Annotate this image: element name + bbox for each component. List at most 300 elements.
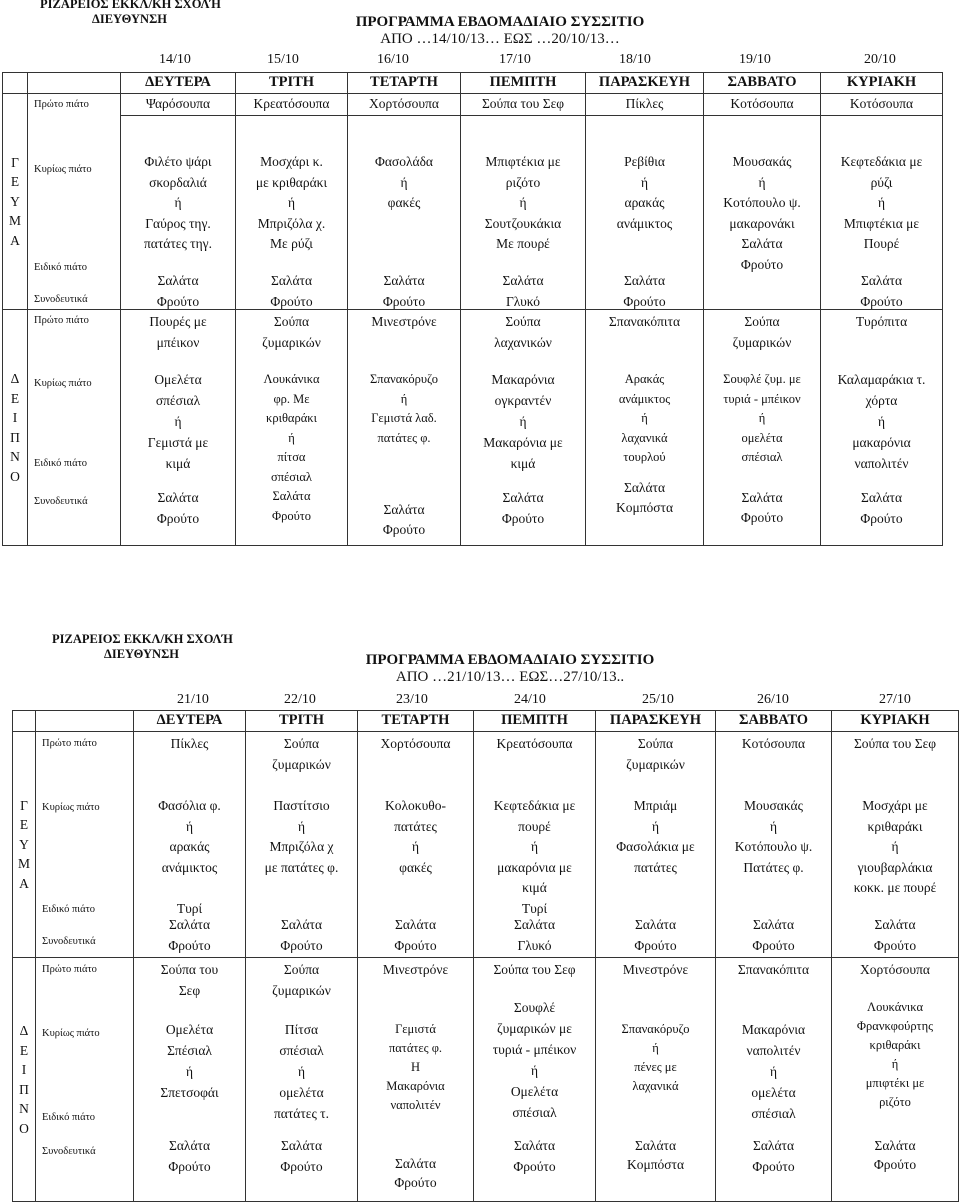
side-line: Φρούτο [501, 511, 545, 526]
day-wed: ΤΕΤΑΡΤΗ [348, 73, 461, 94]
side-line: Σαλάτα [752, 1138, 795, 1153]
section-letter: Μ [8, 213, 21, 229]
menu-line: με πατάτες φ. [264, 859, 339, 875]
date-tue: 15/10 [267, 52, 299, 67]
dinner-fri [586, 310, 704, 546]
day-sun: ΚΥΡΙΑΚΗ [832, 711, 959, 732]
week-2 [0, 630, 960, 1203]
menu-line: ή [519, 195, 527, 210]
menu-line: Μακαρόνια [741, 1022, 806, 1037]
lunch-tue [246, 732, 358, 958]
menu-line: ή [640, 174, 649, 190]
menu-line: Σουφλέ [513, 1000, 556, 1015]
menu-line: Αρακάς [624, 372, 665, 386]
menu-line: ή [185, 1064, 194, 1079]
dinner-tue [236, 310, 348, 546]
date-wed: 16/10 [377, 52, 409, 67]
menu-line: ή [185, 818, 194, 834]
section-letter: Γ [20, 797, 28, 813]
menu-line: ή [530, 1063, 539, 1078]
side-line: Σαλάτα [280, 1138, 323, 1153]
menu-line: φακές [399, 859, 432, 875]
day-sun: ΚΥΡΙΑΚΗ [821, 73, 943, 94]
side-line: Φρούτο [394, 1175, 437, 1190]
menu-line: σπέσιαλ [751, 1106, 796, 1121]
first-course-line: ζυμαρικών [626, 757, 685, 772]
first-course-sat: Κοτόσουπα [704, 94, 821, 116]
menu-line: ομελέτα [751, 1085, 796, 1100]
lunch-label [13, 732, 36, 958]
section-letter: Ε [10, 174, 20, 190]
dinner-sat [716, 958, 832, 1202]
menu-line: Σπετσοφάι [160, 1085, 219, 1100]
menu-line: φρ. Με [273, 391, 310, 406]
menu-line: Γεμιστά λαδ. [371, 411, 437, 425]
first-course-tue: Κρεατόσουπα [236, 94, 348, 116]
menu-line: φακές [387, 195, 421, 210]
menu-line: μακαρόνια με [497, 859, 572, 875]
cat-special: Ειδικό πιάτο [42, 1112, 96, 1123]
menu-line: πένες με [634, 1060, 677, 1074]
lunch-fri [596, 732, 716, 958]
lunch-sun [832, 732, 959, 958]
menu-line: σκορδαλιά [149, 174, 207, 190]
lunch-main-row [3, 116, 943, 310]
side-line: Φρούτο [623, 293, 666, 309]
menu-line: Σαλάτα [272, 489, 311, 503]
date-range: ΑΠΟ …21/10/13… ΕΩΣ…27/10/13.. [395, 669, 625, 685]
dinner-first-line: Σούπα [283, 962, 320, 977]
first-course-thu: Σούπα του Σεφ [461, 94, 586, 116]
dinner-first-line: ζυμαρικών [262, 335, 321, 350]
menu-line: ή [891, 839, 899, 854]
lunch-thu [474, 732, 596, 958]
menu-line: κιμά [165, 456, 191, 471]
section-letter: Ι [21, 1062, 27, 1077]
first-course-fri: Πίκλες [586, 94, 704, 116]
lunch-wed [348, 116, 461, 310]
menu-line: Πίτσα [284, 1022, 319, 1037]
menu-line: σπέσιαλ [741, 450, 783, 464]
menu-line: Η [410, 1060, 421, 1074]
date-mon: 21/10 [177, 692, 209, 707]
side-line: Φρούτο [280, 1159, 323, 1174]
menu-line: πατάτες [394, 818, 437, 834]
menu-line: τυριά - μπέικον [723, 391, 801, 406]
side-line: Φρούτο [860, 511, 903, 526]
dinner-thu [461, 310, 586, 546]
side-line: Σαλάτα [168, 917, 211, 932]
menu-line: πίτσα [277, 450, 306, 464]
day-sat: ΣΑΒΒΑΤΟ [716, 711, 832, 732]
first-course-line: Κοτόσουπα [741, 736, 806, 751]
section-letter: Υ [19, 836, 29, 852]
schedule-title: ΠΡΟΓΡΑΜΜΑ ΕΒΔΟΜΑΔΙΑΙΟ ΣΥΣΣΙΤΙΟ [365, 652, 655, 668]
menu-line: ομελέτα [741, 430, 783, 445]
date-wed: 23/10 [396, 692, 428, 707]
menu-line: Φρούτο [271, 508, 312, 523]
section-letter: Α [19, 875, 29, 891]
menu-line: ή [400, 391, 408, 406]
menu-line: πατάτες φ. [377, 430, 431, 445]
first-course-line: Κρεατόσουπα [496, 736, 573, 751]
date-sat: 26/10 [757, 692, 789, 707]
menu-table-week-1 [2, 72, 943, 546]
dinner-row [3, 310, 943, 546]
lunch-sat [716, 732, 832, 958]
date-range: ΑΠΟ …14/10/13… ΕΩΣ …20/10/13… [380, 31, 620, 47]
side-line: Σαλάτα [394, 1156, 437, 1171]
side-line: Σαλάτα [623, 480, 666, 495]
menu-line: Κεφτεδάκια με [493, 798, 576, 813]
menu-line: ζυμαρικών με [497, 1021, 572, 1036]
menu-line: Παστίτσιο [273, 798, 330, 813]
first-course-line: Χορτόσουπα [380, 736, 451, 751]
date-tue: 22/10 [284, 692, 316, 707]
dinner-label [3, 310, 28, 546]
menu-line: Σαλάτα [741, 236, 783, 251]
menu-line: Σουφλέ ζυμ. με [723, 372, 801, 386]
menu-line: Μακαρόνια [491, 372, 555, 387]
menu-line: Σπανακόρυζο [370, 372, 438, 386]
dinner-sun [832, 958, 959, 1202]
menu-line: με κριθαράκι [255, 174, 328, 190]
schedule-header [350, 652, 670, 686]
section-letter: Ι [12, 410, 18, 425]
menu-line: Μπιφτέκια με [843, 215, 920, 231]
side-line: Σαλάτα [383, 502, 425, 517]
side-line: Φρούτο [394, 937, 437, 953]
lunch-categories [36, 732, 134, 958]
cat-special: Ειδικό πιάτο [34, 262, 88, 273]
day-header-row [3, 73, 943, 94]
dinner-first-line: Σούπα [744, 314, 780, 329]
side-line: Σαλάτα [502, 490, 544, 505]
dinner-first-line: μπέικον [156, 335, 200, 350]
cat-main: Κυρίως πιάτο [34, 164, 92, 175]
school-direction: ΔΙΕΥΘΥΝΣΗ [104, 647, 179, 661]
menu-line: κριθαράκι [266, 411, 317, 425]
menu-line: πατάτες φ. [388, 1041, 443, 1055]
side-line: Σαλάτα [513, 917, 556, 932]
menu-line: Κολοκυθο- [385, 798, 446, 813]
menu-line: ή [174, 195, 182, 210]
side-line: Φρούτο [752, 937, 795, 953]
menu-line: Κοτόπουλο ψ. [734, 839, 813, 854]
day-mon: ΔΕΥΤΕΡΑ [121, 73, 236, 94]
menu-line: τυριά - μπέικον [492, 1042, 577, 1057]
menu-line: χόρτα [865, 393, 898, 408]
day-tue: ΤΡΙΤΗ [236, 73, 348, 94]
menu-line: Μοσχάρι με [862, 798, 928, 813]
school-header [52, 632, 233, 662]
menu-line: Πουρέ [863, 236, 900, 251]
menu-line: γιουβαρλάκια [857, 859, 933, 875]
section-letter: Α [10, 232, 20, 248]
menu-line: Φρανκφούρτης [856, 1019, 934, 1033]
side-line: Σαλάτα [157, 490, 199, 505]
menu-line: Με ρύζι [270, 236, 313, 251]
side-line: Σαλάτα [623, 273, 666, 288]
dinner-fri [596, 958, 716, 1202]
dinner-first-line: Τυρόπιτα [855, 314, 908, 329]
menu-line: ή [769, 818, 778, 834]
menu-line: ή [758, 174, 766, 190]
side-line: Σαλάτα [513, 1138, 556, 1153]
menu-line: ή [758, 411, 766, 425]
side-line: Φρούτο [156, 511, 200, 526]
week-1 [0, 0, 960, 560]
date-thu: 17/10 [499, 52, 531, 67]
menu-line: Φασολάδα [374, 154, 434, 169]
side-line: Σαλάτα [634, 917, 677, 932]
dinner-sat [704, 310, 821, 546]
section-letter: Υ [10, 193, 20, 209]
menu-line: αρακάς [624, 195, 665, 210]
side-line: Κομπόστα [615, 499, 674, 515]
dinner-label [13, 958, 36, 1202]
side-line: Φρούτο [270, 293, 313, 309]
menu-line: τουρλού [623, 450, 666, 464]
side-line: Φρούτο [873, 1157, 917, 1172]
side-line: Σαλάτα [280, 917, 323, 932]
side-line: Φρούτο [860, 293, 903, 309]
menu-line: Μπριάμ [633, 798, 678, 813]
first-course-mon: Ψαρόσουπα [121, 94, 236, 116]
menu-line: μακαρονάκι [729, 215, 795, 231]
dinner-wed [358, 958, 474, 1202]
lunch-mon [121, 116, 236, 310]
side-line: Σαλάτα [394, 917, 437, 932]
cat-first: Πρώτο πιάτο [42, 738, 97, 749]
lunch-wed [358, 732, 474, 958]
menu-line: Γεμιστά [395, 1022, 436, 1036]
menu-line: ογκραντέν [494, 393, 552, 408]
dinner-row [13, 958, 959, 1202]
day-thu: ΠΕΜΠΤΗ [461, 73, 586, 94]
school-header [40, 0, 221, 27]
menu-line: ρύζι [870, 174, 893, 190]
dinner-mon [121, 310, 236, 546]
menu-line: Μοσχάρι κ. [260, 154, 323, 169]
dinner-first-line: Σπανακόπιτα [737, 962, 810, 977]
side-line: Σαλάτα [502, 273, 544, 288]
section-letter: Δ [19, 1023, 29, 1038]
dinner-first-line: λαχανικών [494, 335, 552, 350]
menu-line: ριζότο [505, 174, 541, 190]
menu-line: Κοτόπουλο ψ. [723, 195, 801, 210]
dinner-sun [821, 310, 943, 546]
side-line: Φρούτο [634, 937, 677, 953]
cat-main: Κυρίως πιάτο [42, 1028, 100, 1039]
side-line: Σαλάτα [860, 273, 903, 288]
cat-special: Ειδικό πιάτο [34, 458, 88, 469]
menu-line: ή [411, 839, 420, 854]
section-letter: Ε [19, 817, 29, 833]
menu-line: ανάμικτος [161, 859, 218, 875]
lunch-mon [134, 732, 246, 958]
menu-line: Λουκάνικα [867, 1000, 923, 1014]
dinner-wed [348, 310, 461, 546]
date-fri: 18/10 [619, 52, 651, 67]
first-course-line: Σούπα του Σεφ [853, 736, 937, 751]
menu-line: ναπολιτέν [390, 1098, 441, 1112]
menu-line: Ομελέτα [154, 372, 202, 387]
side-line: Φρούτο [382, 521, 426, 537]
cat-sides: Συνοδευτικά [42, 936, 96, 947]
cat-main: Κυρίως πιάτο [42, 802, 100, 813]
side-line: Φρούτο [382, 293, 426, 309]
schedule-header [340, 14, 660, 48]
side-line: Σαλάτα [383, 273, 425, 288]
section-letter: Ε [10, 390, 20, 406]
side-line: Σαλάτα [874, 1138, 916, 1153]
menu-line: Μακαρόνια με [483, 435, 563, 450]
menu-line: ή [297, 1064, 306, 1079]
menu-line: Λουκάνικα [263, 372, 320, 386]
first-course-line: Σούπα [637, 736, 674, 751]
day-header-row [13, 711, 959, 732]
menu-line: Μπριζόλα χ [269, 839, 334, 854]
cat-sides: Συνοδευτικά [34, 294, 88, 305]
day-fri: ΠΑΡΑΣΚΕΥΗ [596, 711, 716, 732]
section-letter: Ν [10, 449, 20, 464]
dinner-thu [474, 958, 596, 1202]
menu-line: μπιφτέκι με [865, 1076, 925, 1090]
menu-line: Τυρί [521, 900, 548, 916]
date-sun: 20/10 [864, 52, 896, 67]
menu-line: σπέσιαλ [279, 1043, 324, 1058]
dinner-first-line: Μινεστρόνε [382, 962, 449, 977]
menu-line: ναπολιτέν [746, 1043, 801, 1058]
date-mon: 14/10 [159, 52, 191, 67]
lunch-categories [28, 94, 121, 310]
side-line: Φρούτο [513, 1159, 556, 1174]
cat-sides: Συνοδευτικά [42, 1146, 96, 1157]
menu-line: ή [519, 414, 527, 429]
dinner-first-line: ζυμαρικών [732, 335, 792, 350]
date-thu: 24/10 [514, 692, 546, 707]
menu-table-week-2 [12, 710, 959, 1202]
dinner-first-line: Σούπα του Σεφ [493, 962, 576, 977]
menu-line: ή [877, 195, 886, 210]
side-line: Σαλάτα [860, 490, 903, 505]
side-line: Φρούτο [752, 1159, 795, 1174]
menu-line: Φασόλια φ. [158, 798, 221, 813]
school-name: ΡΙΖΑΡΕΙΟΣ ΕΚΚΛ/ΚΗ ΣΧΟΛΉ [52, 632, 233, 646]
date-sun: 27/10 [879, 692, 911, 707]
first-course-sun: Κοτόσουπα [821, 94, 943, 116]
side-line: Κομπόστα [626, 1157, 685, 1172]
lunch-thu [461, 116, 586, 310]
day-fri: ΠΑΡΑΣΚΕΥΗ [586, 73, 704, 94]
menu-line: ανάμικτος [618, 391, 671, 406]
dinner-first-line: Σούπα [273, 314, 310, 329]
menu-line: ή [891, 1057, 899, 1071]
menu-line: πατάτες τ. [273, 1106, 329, 1121]
section-letter: Μ [17, 856, 30, 872]
menu-line: Μακαρόνια [386, 1079, 445, 1093]
menu-line: ή [174, 414, 182, 429]
side-line: Σαλάτα [874, 917, 916, 932]
section-letter: Γ [11, 154, 19, 170]
menu-line: Καλαμαράκια τ. [837, 372, 926, 387]
lunch-tue [236, 116, 348, 310]
menu-line: Ομελέτα [510, 1084, 559, 1099]
day-thu: ΠΕΜΠΤΗ [474, 711, 596, 732]
side-line: Σαλάτα [741, 490, 783, 505]
lunch-sat [704, 116, 821, 310]
section-letter: Π [19, 1081, 29, 1097]
dinner-categories [28, 310, 121, 546]
dinner-mon [134, 958, 246, 1202]
menu-line: πουρέ [518, 818, 551, 834]
menu-line: ομελέτα [279, 1085, 324, 1100]
menu-line: πατάτες τηγ. [143, 236, 213, 251]
menu-line: Μουσακάς [744, 798, 803, 813]
dinner-first-line: Σούπα [505, 314, 541, 329]
side-line: Φρούτο [740, 509, 784, 525]
menu-line: αρακάς [169, 839, 210, 854]
menu-line: Κεφτεδάκια με [840, 154, 923, 169]
menu-line: Σουτζουκάκια [484, 215, 562, 231]
side-line: Φρούτο [156, 293, 200, 309]
side-line: Σαλάτα [168, 1138, 211, 1153]
section-letter: Ν [19, 1101, 29, 1116]
menu-line: Ομελέτα [165, 1022, 214, 1037]
dinner-first-line: Σεφ [178, 983, 201, 998]
section-letter: Π [10, 429, 20, 445]
menu-line: ή [297, 818, 306, 834]
day-wed: ΤΕΤΑΡΤΗ [358, 711, 474, 732]
dinner-first-line: Χορτόσουπα [859, 962, 930, 977]
menu-line: κιμά [522, 880, 547, 895]
menu-line: σπέσιαλ [270, 469, 312, 484]
section-letter: Ο [10, 468, 20, 484]
section-letter: Ο [19, 1120, 29, 1136]
side-line: Φρούτο [280, 937, 323, 953]
lunch-label [3, 94, 28, 310]
side-line: Σαλάτα [270, 273, 313, 288]
menu-line: κριθαράκι [867, 818, 923, 834]
menu-line: Γαύρος τηγ. [145, 215, 211, 231]
dinner-categories [36, 958, 134, 1202]
side-line: Φρούτο [168, 1159, 211, 1174]
dinner-first-line: ζυμαρικών [272, 983, 331, 998]
menu-line: Ρεβίθια [624, 154, 665, 169]
menu-line: Μουσακάς [732, 154, 792, 169]
menu-line: ή [769, 1064, 778, 1079]
dinner-first-line: Μινεστρόνε [622, 962, 689, 977]
menu-line: Φιλέτο ψάρι [144, 154, 212, 169]
menu-line: Φασολάκια με [616, 839, 695, 854]
side-line: Γλυκό [517, 937, 552, 953]
menu-line: κοκκ. με πουρέ [853, 880, 937, 895]
dinner-first-line: Σούπα του [160, 962, 219, 977]
menu-line: Με πουρέ [496, 236, 550, 251]
menu-line: Γεμιστά με [147, 435, 209, 450]
menu-line: ή [641, 411, 648, 425]
menu-line: Πατάτες φ. [743, 859, 804, 875]
day-sat: ΣΑΒΒΑΤΟ [704, 73, 821, 94]
day-mon: ΔΕΥΤΕΡΑ [134, 711, 246, 732]
side-line: Γλυκό [505, 293, 541, 309]
cat-first: Πρώτο πιάτο [34, 315, 89, 326]
menu-line: σπέσιαλ [155, 393, 201, 408]
cat-sides: Συνοδευτικά [34, 496, 88, 507]
cat-special: Ειδικό πιάτο [42, 904, 96, 915]
cat-first: Πρώτο πιάτο [42, 964, 97, 975]
